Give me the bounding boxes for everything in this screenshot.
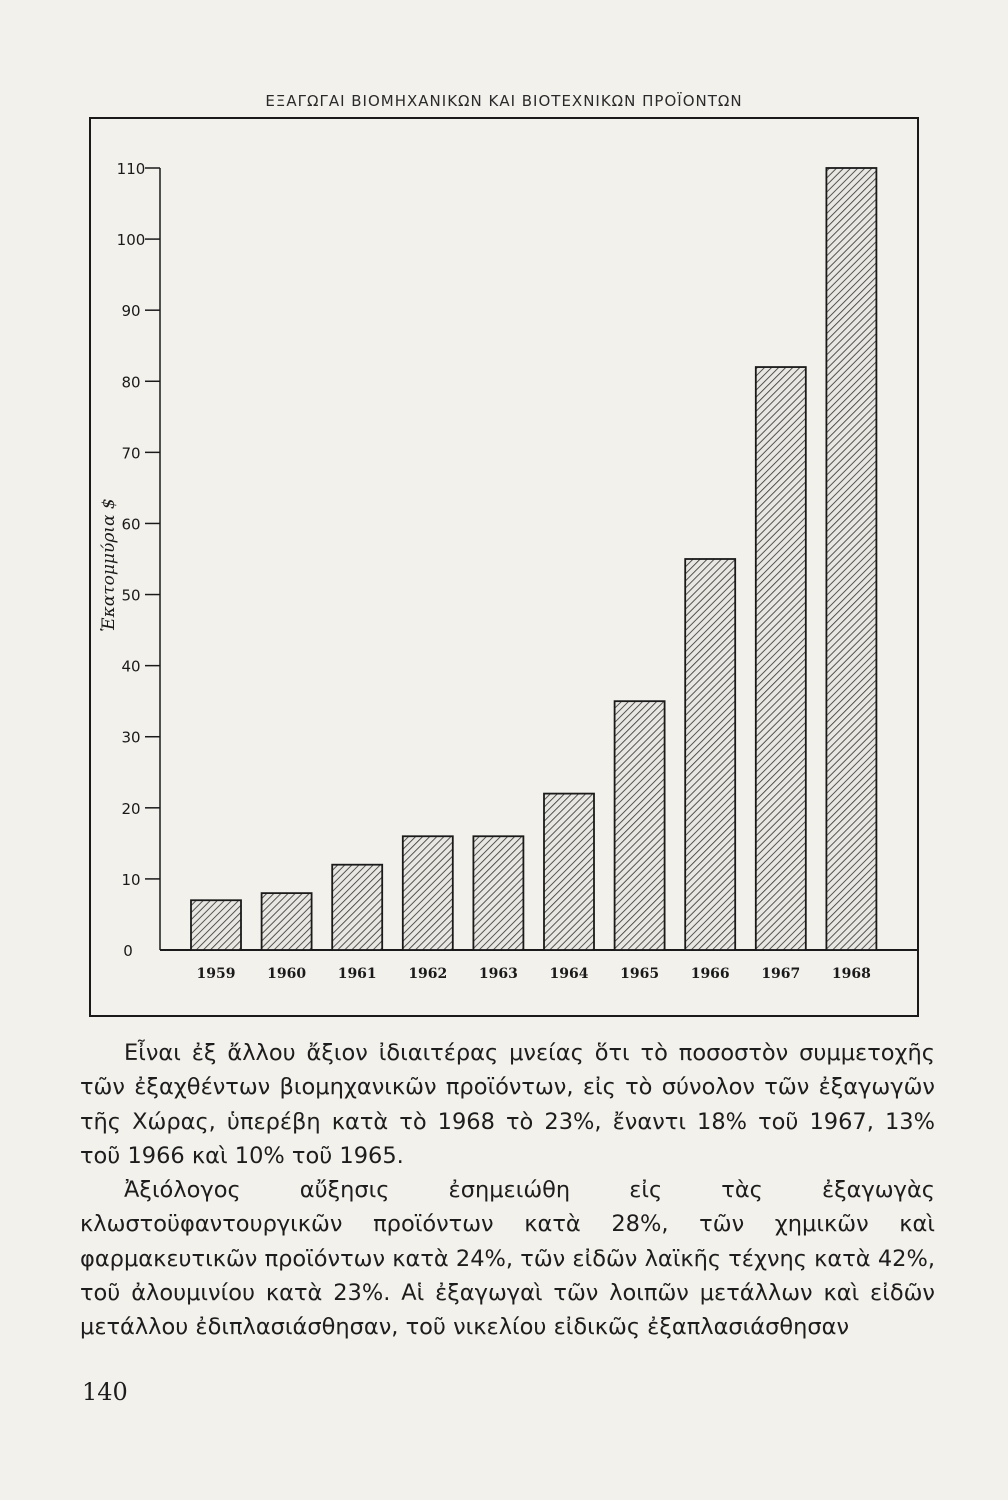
y-tick-label: 40 [121,657,141,676]
bar-1960 [262,893,312,950]
x-tick-label: 1967 [761,966,801,982]
y-tick-label: 100 [116,231,146,250]
x-tick-label: 1962 [408,966,448,982]
y-tick-label: 80 [121,373,141,392]
bar-1964 [544,794,594,950]
y-tick-label: 70 [121,444,141,463]
bar-1961 [332,865,382,950]
y-tick-label: 50 [121,586,141,605]
y-tick-label: 30 [121,728,141,747]
bar-1963 [473,836,523,950]
y-axis-label: Ἑκατομμύρια $ [99,498,119,632]
x-tick-label: 1959 [196,966,236,982]
y-tick-label: 20 [121,799,141,818]
bar-1967 [756,367,806,950]
bar-1966 [685,559,735,950]
paragraph: Ἀξιόλογος αὔξησις ἐσημειώθη εἰς τὰς ἐξαγωγὰς κλωστοϋφαντουργικῶν προϊόντων κατὰ 28%, τῶν χημικῶν καὶ φαρμακευτικῶν προϊόντων κατὰ 24%, τῶν εἰδῶν λαϊκῆς τέχνης κατὰ 42%, τοῦ ἀλουμινίου κατὰ 23%. Αἱ ἐξαγωγαὶ τῶν λοιπῶν μετάλλων καὶ εἰδῶν μετάλλου ἐδιπλασιάσθησαν, τοῦ νικελίου εἰδικῶς ἐξαπλασιάσθησαν [80,1177,935,1341]
x-tick-label: 1968 [831,966,871,982]
page-number: 140 [82,1378,128,1406]
y-tick-label: 60 [121,515,141,534]
x-tick-label: 1963 [478,966,518,982]
y-tick-label: 110 [116,160,146,178]
x-tick-label: 1965 [620,966,660,982]
bar-1962 [403,836,453,950]
bar-1965 [615,701,665,950]
x-tick-label: 1960 [267,966,307,982]
bar-1959 [191,900,241,950]
x-tick-label: 1961 [337,966,377,982]
y-tick-label: 0 [123,942,133,960]
paragraph: Εἶναι ἐξ ἄλλου ἄξιον ἰδιαιτέρας μνείας ὅτι τὸ ποσοστὸν συμμετοχῆς τῶν ἐξαχθέντων βιομηχανικῶν προϊόντων, εἰς τὸ σύνολον τῶν ἐξαγωγῶν τῆς Χώρας, ὑπερέβη κατὰ τὸ 1968 τὸ 23%, ἔναντι 18% τοῦ 1967, 13% τοῦ 1966 καὶ 10% τοῦ 1965. [80,1040,935,1169]
body-text [80,1036,935,1345]
x-tick-label: 1964 [549,966,589,982]
bar-1968 [826,168,876,950]
y-tick-label: 90 [121,302,141,321]
chart-title: ΕΞΑΓΩΓΑΙ ΒΙΟΜΗΧΑΝΙΚΩΝ ΚΑΙ ΒΙΟΤΕΧΝΙΚΩΝ ΠΡΟΪΟΝΤΩΝ [265,92,743,110]
y-tick-label: 10 [121,870,141,889]
x-tick-label: 1966 [690,966,730,982]
